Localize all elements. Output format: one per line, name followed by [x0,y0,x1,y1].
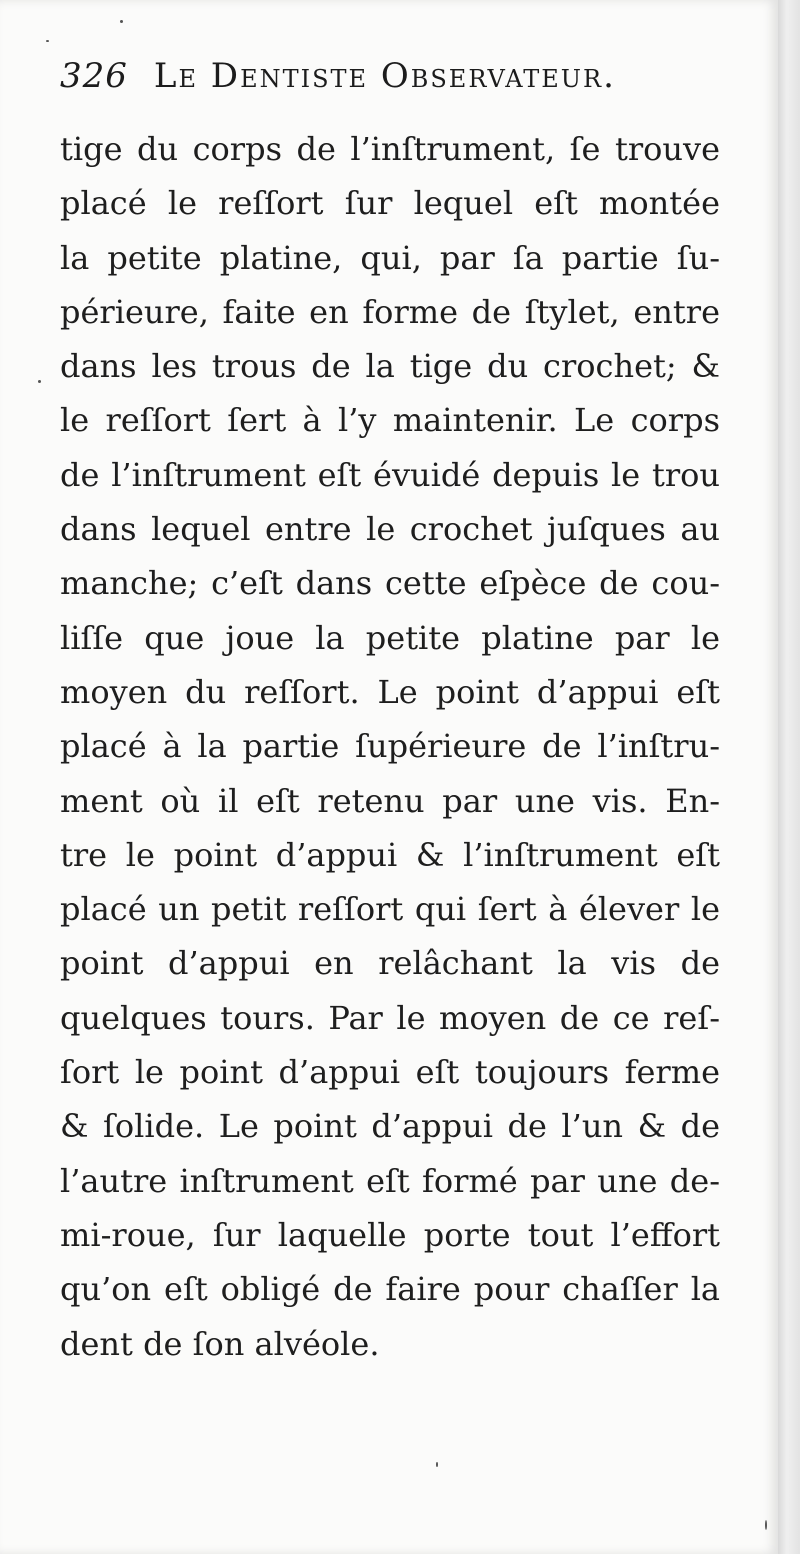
text-line: placé à la partie ſupérieure de l’inſtru- [60,727,720,766]
running-head [60,56,720,96]
text-line: liſſe que joue la petite platine par le [60,618,720,657]
text-line: point d’appui en relâchant la vis de [60,944,720,983]
running-title: Le Dentiste Observateur. [153,56,616,96]
paper-speck [38,380,41,383]
text-line: placé le reſſort ſur lequel eſt montée [60,184,720,223]
text-line: qu’on eſt obligé de faire pour chaſſer la [60,1270,720,1309]
text-line: de l’inſtrument eſt évuidé depuis le trou [60,455,720,494]
body-text [60,122,720,1371]
text-line: placé un petit reſſort qui ſert à élever le [60,890,720,929]
page-edge [778,0,800,1554]
text-line: moyen du reſſort. Le point d’appui eſt [60,672,720,711]
text-line: dans les trous de la tige du crochet; & [60,347,720,386]
text-line: la petite platine, qui, par ſa partie ſu- [60,238,720,277]
text-line: le reſſort ſert à l’y maintenir. Le corps [60,401,720,440]
text-line: ſort le point d’appui eſt toujours ferme [60,1053,720,1092]
text-line: ment où il eſt retenu par une vis. En- [60,781,720,820]
text-line: dans lequel entre le crochet juſques au [60,510,720,549]
paper-speck [436,1462,438,1467]
text-line: l’autre inſtrument eſt formé par une de- [60,1161,720,1200]
text-line: périeure, faite en forme de ſtylet, entre [60,292,720,331]
paper-speck [46,40,49,42]
text-line: dent de ſon alvéole. [60,1324,380,1363]
text-line: & ſolide. Le point d’appui de l’un & de [60,1107,720,1146]
text-line: manche; c’eſt dans cette eſpèce de cou- [60,564,720,603]
text-line: tre le point d’appui & l’inſtrument eſt [60,835,720,874]
text-line: quelques tours. Par le moyen de ce reſ- [60,998,720,1037]
paper-speck [765,1520,767,1530]
text-line: mi-roue, ſur laquelle porte tout l’effort [60,1215,720,1254]
page-number: 326 [60,56,128,96]
text-line: tige du corps de l’inſtrument, ſe trouve [60,130,720,168]
paper-speck [120,20,123,23]
